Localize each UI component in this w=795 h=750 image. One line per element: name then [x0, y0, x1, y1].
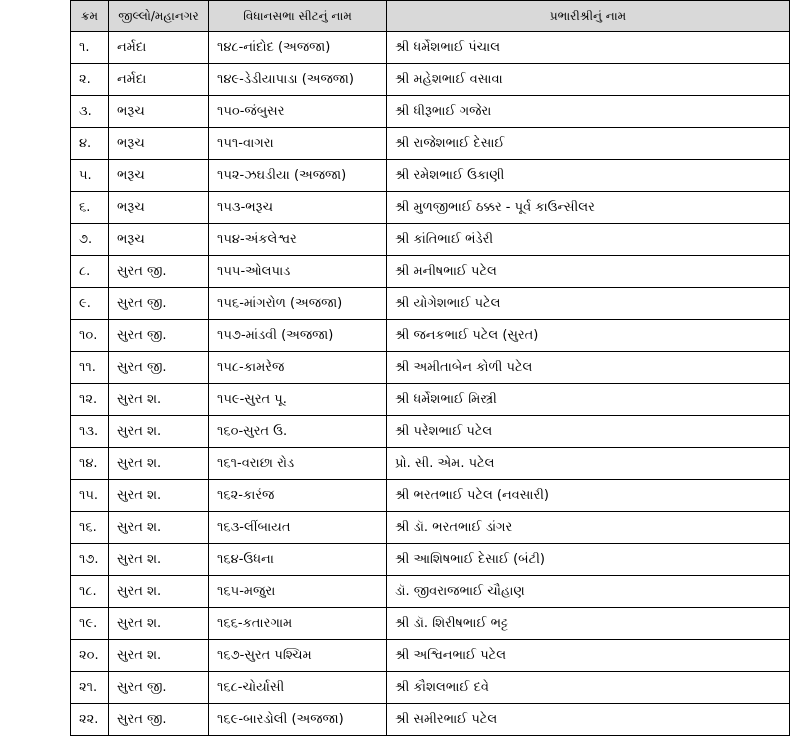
table-row	[71, 64, 790, 96]
constituency-cell: ૧૬૮-ચોર્યાસી	[209, 672, 387, 704]
serial-cell: ૧૯.	[71, 608, 109, 640]
table-row	[71, 192, 790, 224]
district-cell: સુરત જી.	[109, 352, 209, 384]
district-cell: સુરત જી.	[109, 256, 209, 288]
table-row	[71, 512, 790, 544]
constituency-cell: ૧૫૯-સુરત પૂ.	[209, 384, 387, 416]
incharge-cell: શ્રી મુળજીભાઈ ઠક્કર - પૂર્વ કાઉન્સીલર	[387, 192, 790, 224]
serial-cell: ૬.	[71, 192, 109, 224]
district-cell: સુરત જી.	[109, 320, 209, 352]
serial-cell: ૨૧.	[71, 672, 109, 704]
incharge-cell: પ્રો. સી. એમ. પટેલ	[387, 448, 790, 480]
table-row	[71, 576, 790, 608]
header-constituency: વિધાનસભા સીટનું નામ	[209, 1, 387, 32]
district-cell: ભરૂચ	[109, 96, 209, 128]
district-cell: સુરત શ.	[109, 384, 209, 416]
district-cell: નર્મદા	[109, 32, 209, 64]
table-row	[71, 32, 790, 64]
header-row	[71, 1, 790, 32]
district-cell: ભરૂચ	[109, 224, 209, 256]
constituency-cell: ૧૬૬-કતારગામ	[209, 608, 387, 640]
incharge-cell: શ્રી ડૉ. ભરતભાઈ ડાંગર	[387, 512, 790, 544]
table-row	[71, 224, 790, 256]
incharge-cell: શ્રી મહેશભાઈ વસાવા	[387, 64, 790, 96]
incharge-table	[70, 0, 790, 736]
district-cell: ભરૂચ	[109, 160, 209, 192]
constituency-cell: ૧૫૦-જંબુસર	[209, 96, 387, 128]
serial-cell: ૧૫.	[71, 480, 109, 512]
serial-cell: ૧૭.	[71, 544, 109, 576]
constituency-cell: ૧૬૩-લીંબાયત	[209, 512, 387, 544]
district-cell: સુરત જી.	[109, 704, 209, 736]
constituency-cell: ૧૫૮-કામરેજ	[209, 352, 387, 384]
header-serial: ક્રમ	[71, 1, 109, 32]
constituency-cell: ૧૫૬-માંગરોળ (અજજા)	[209, 288, 387, 320]
table-row	[71, 96, 790, 128]
constituency-cell: ૧૬૪-ઉધના	[209, 544, 387, 576]
serial-cell: ૧૧.	[71, 352, 109, 384]
incharge-cell: શ્રી અમીતાબેન કોળી પટેલ	[387, 352, 790, 384]
serial-cell: ૧૦.	[71, 320, 109, 352]
constituency-cell: ૧૬૨-કારંજ	[209, 480, 387, 512]
incharge-cell: શ્રી રાજેશભાઈ દેસાઈ	[387, 128, 790, 160]
incharge-cell: શ્રી ધર્મેશભાઈ પંચાલ	[387, 32, 790, 64]
document-page	[70, 0, 789, 736]
incharge-cell: શ્રી ડૉ. શિરીષભાઈ ભટ્ટ	[387, 608, 790, 640]
constituency-cell: ૧૬૭-સુરત પશ્ચિમ	[209, 640, 387, 672]
serial-cell: ૪.	[71, 128, 109, 160]
constituency-cell: ૧૫૧-વાગરા	[209, 128, 387, 160]
constituency-cell: ૧૫૨-ઝઘડીયા (અજજા)	[209, 160, 387, 192]
serial-cell: ૧૮.	[71, 576, 109, 608]
district-cell: ભરૂચ	[109, 128, 209, 160]
constituency-cell: ૧૬૧-વરાછા રોડ	[209, 448, 387, 480]
incharge-cell: શ્રી ધીરૂભાઈ ગજેરા	[387, 96, 790, 128]
incharge-cell: શ્રી યોગેશભાઈ પટેલ	[387, 288, 790, 320]
constituency-cell: ૧૪૮-નાંદોદ (અજજા)	[209, 32, 387, 64]
incharge-cell: શ્રી સમીરભાઈ પટેલ	[387, 704, 790, 736]
constituency-cell: ૧૫૭-માંડવી (અજજા)	[209, 320, 387, 352]
district-cell: સુરત શ.	[109, 640, 209, 672]
table-header	[71, 1, 790, 32]
table-row	[71, 320, 790, 352]
constituency-cell: ૧૪૯-ડેડીયાપાડા (અજજા)	[209, 64, 387, 96]
table-row	[71, 544, 790, 576]
serial-cell: ૨૦.	[71, 640, 109, 672]
header-district: જીલ્લો/મહાનગર	[109, 1, 209, 32]
table-row	[71, 256, 790, 288]
district-cell: સુરત શ.	[109, 416, 209, 448]
serial-cell: ૮.	[71, 256, 109, 288]
constituency-cell: ૧૬૫-મજુરા	[209, 576, 387, 608]
incharge-cell: ડૉ. જીવરાજભાઈ ચૌહાણ	[387, 576, 790, 608]
incharge-cell: શ્રી જનકભાઈ પટેલ (સુરત)	[387, 320, 790, 352]
district-cell: સુરત શ.	[109, 544, 209, 576]
constituency-cell: ૧૫૫-ઓલપાડ	[209, 256, 387, 288]
incharge-cell: શ્રી પરેશભાઈ પટેલ	[387, 416, 790, 448]
district-cell: સુરત જી.	[109, 288, 209, 320]
incharge-cell: શ્રી મનીષભાઈ પટેલ	[387, 256, 790, 288]
constituency-cell: ૧૫૪-અંકલેશ્વર	[209, 224, 387, 256]
table-row	[71, 704, 790, 736]
incharge-cell: શ્રી અશ્વિનભાઈ પટેલ	[387, 640, 790, 672]
table-row	[71, 128, 790, 160]
serial-cell: ૩.	[71, 96, 109, 128]
serial-cell: ૧૩.	[71, 416, 109, 448]
district-cell: ભરૂચ	[109, 192, 209, 224]
serial-cell: ૯.	[71, 288, 109, 320]
district-cell: સુરત શ.	[109, 448, 209, 480]
incharge-cell: શ્રી કૌશલભાઈ દવે	[387, 672, 790, 704]
incharge-cell: શ્રી રમેશભાઈ ઉકાણી	[387, 160, 790, 192]
serial-cell: ૧૬.	[71, 512, 109, 544]
serial-cell: ૧૪.	[71, 448, 109, 480]
table-row	[71, 448, 790, 480]
incharge-cell: શ્રી આશિષભાઈ દેસાઈ (બંટી)	[387, 544, 790, 576]
header-incharge: પ્રભારીશ્રીનું નામ	[387, 1, 790, 32]
district-cell: સુરત શ.	[109, 608, 209, 640]
serial-cell: ૨.	[71, 64, 109, 96]
district-cell: સુરત શ.	[109, 480, 209, 512]
incharge-cell: શ્રી ધર્મેશભાઈ મિસ્ત્રી	[387, 384, 790, 416]
table-row	[71, 416, 790, 448]
district-cell: સુરત જી.	[109, 672, 209, 704]
table-row	[71, 672, 790, 704]
constituency-cell: ૧૬૯-બારડોલી (અજજા)	[209, 704, 387, 736]
serial-cell: ૧૨.	[71, 384, 109, 416]
district-cell: સુરત શ.	[109, 512, 209, 544]
district-cell: નર્મદા	[109, 64, 209, 96]
incharge-cell: શ્રી કાંતિભાઈ ભંડેરી	[387, 224, 790, 256]
table-row	[71, 480, 790, 512]
serial-cell: ૫.	[71, 160, 109, 192]
serial-cell: ૨૨.	[71, 704, 109, 736]
constituency-cell: ૧૫૩-ભરૂચ	[209, 192, 387, 224]
table-row	[71, 384, 790, 416]
incharge-cell: શ્રી ભરતભાઈ પટેલ (નવસારી)	[387, 480, 790, 512]
table-row	[71, 288, 790, 320]
table-row	[71, 640, 790, 672]
district-cell: સુરત શ.	[109, 576, 209, 608]
table-body	[71, 32, 790, 736]
table-row	[71, 352, 790, 384]
serial-cell: ૧.	[71, 32, 109, 64]
table-row	[71, 160, 790, 192]
table-row	[71, 608, 790, 640]
serial-cell: ૭.	[71, 224, 109, 256]
constituency-cell: ૧૬૦-સુરત ઉ.	[209, 416, 387, 448]
